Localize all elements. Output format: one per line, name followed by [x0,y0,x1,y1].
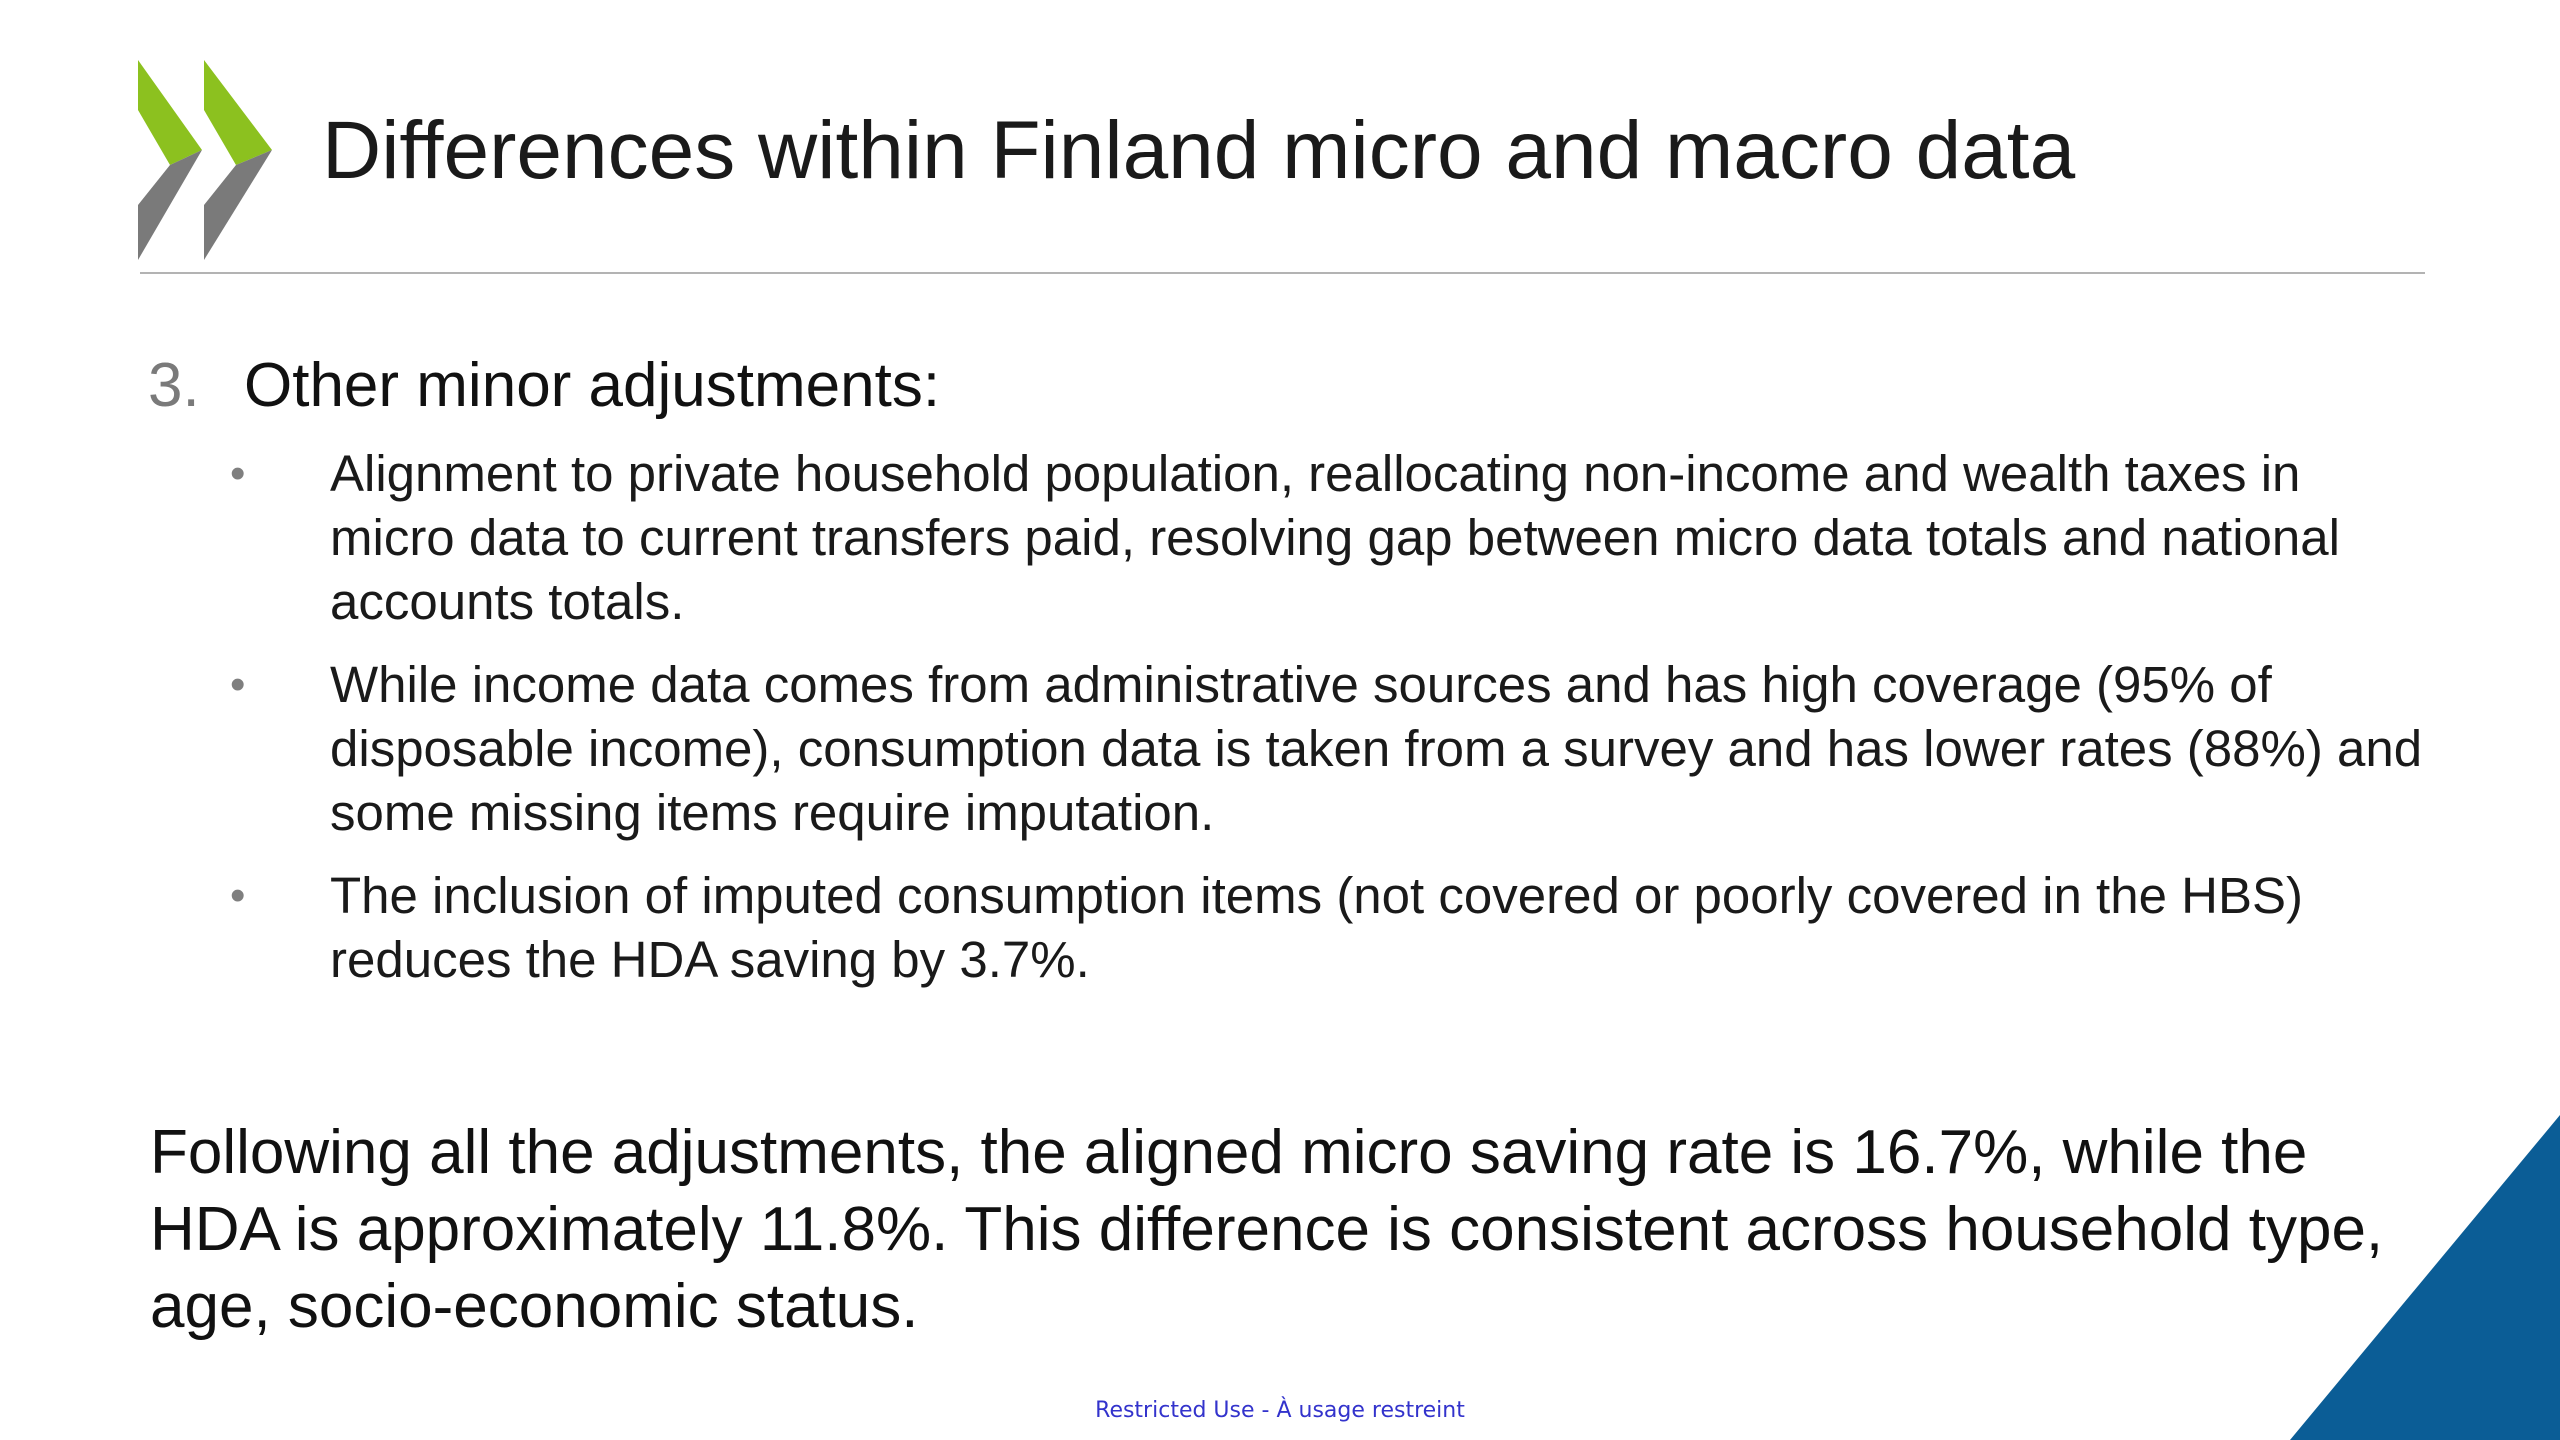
bullet-text: The inclusion of imputed consumption items (not covered or poorly covered in the HBS) reduces the HDA saving by 3.7%. [330,867,2303,988]
section-number: 3. [148,351,200,420]
logo-chevron-left-gray [138,150,202,260]
bullet-text: While income data comes from administrative sources and has high coverage (95% of disposable income), consumption data is taken from a survey and has lower rates (88%) and some missing items require imputation. [330,656,2423,841]
bullet-marker: • [230,871,246,920]
bullet-list [230,442,2430,1011]
oecd-logo-icon [138,60,272,260]
bullet-marker: • [230,449,246,498]
logo-chevron-left-green [138,60,202,165]
bullet-marker: • [230,660,246,709]
bullet-text: Alignment to private household population, reallocating non-income and wealth taxes in micro data to current transfers paid, resolving gap between micro data totals and national accounts totals. [330,445,2340,630]
section-heading [148,351,941,420]
bullet-item [230,442,2430,634]
summary-paragraph: Following all the adjustments, the aligned micro saving rate is 16.7%, while the HDA is approximately 11.8%. This difference is consistent across household type, age, socio-economic status. [150,1118,2384,1341]
title-divider [140,272,2425,274]
section-label: Other minor adjustments: [244,351,941,420]
bullet-item [230,864,2430,992]
footer-classification: Restricted Use - À usage restreint [1095,1398,1465,1423]
slide-title: Differences within Finland micro and macro data [322,105,2076,196]
bullet-item [230,653,2430,845]
corner-triangle-icon [2290,1115,2560,1440]
logo-chevron-right-green [204,60,272,165]
logo-chevron-right-gray [204,150,272,260]
